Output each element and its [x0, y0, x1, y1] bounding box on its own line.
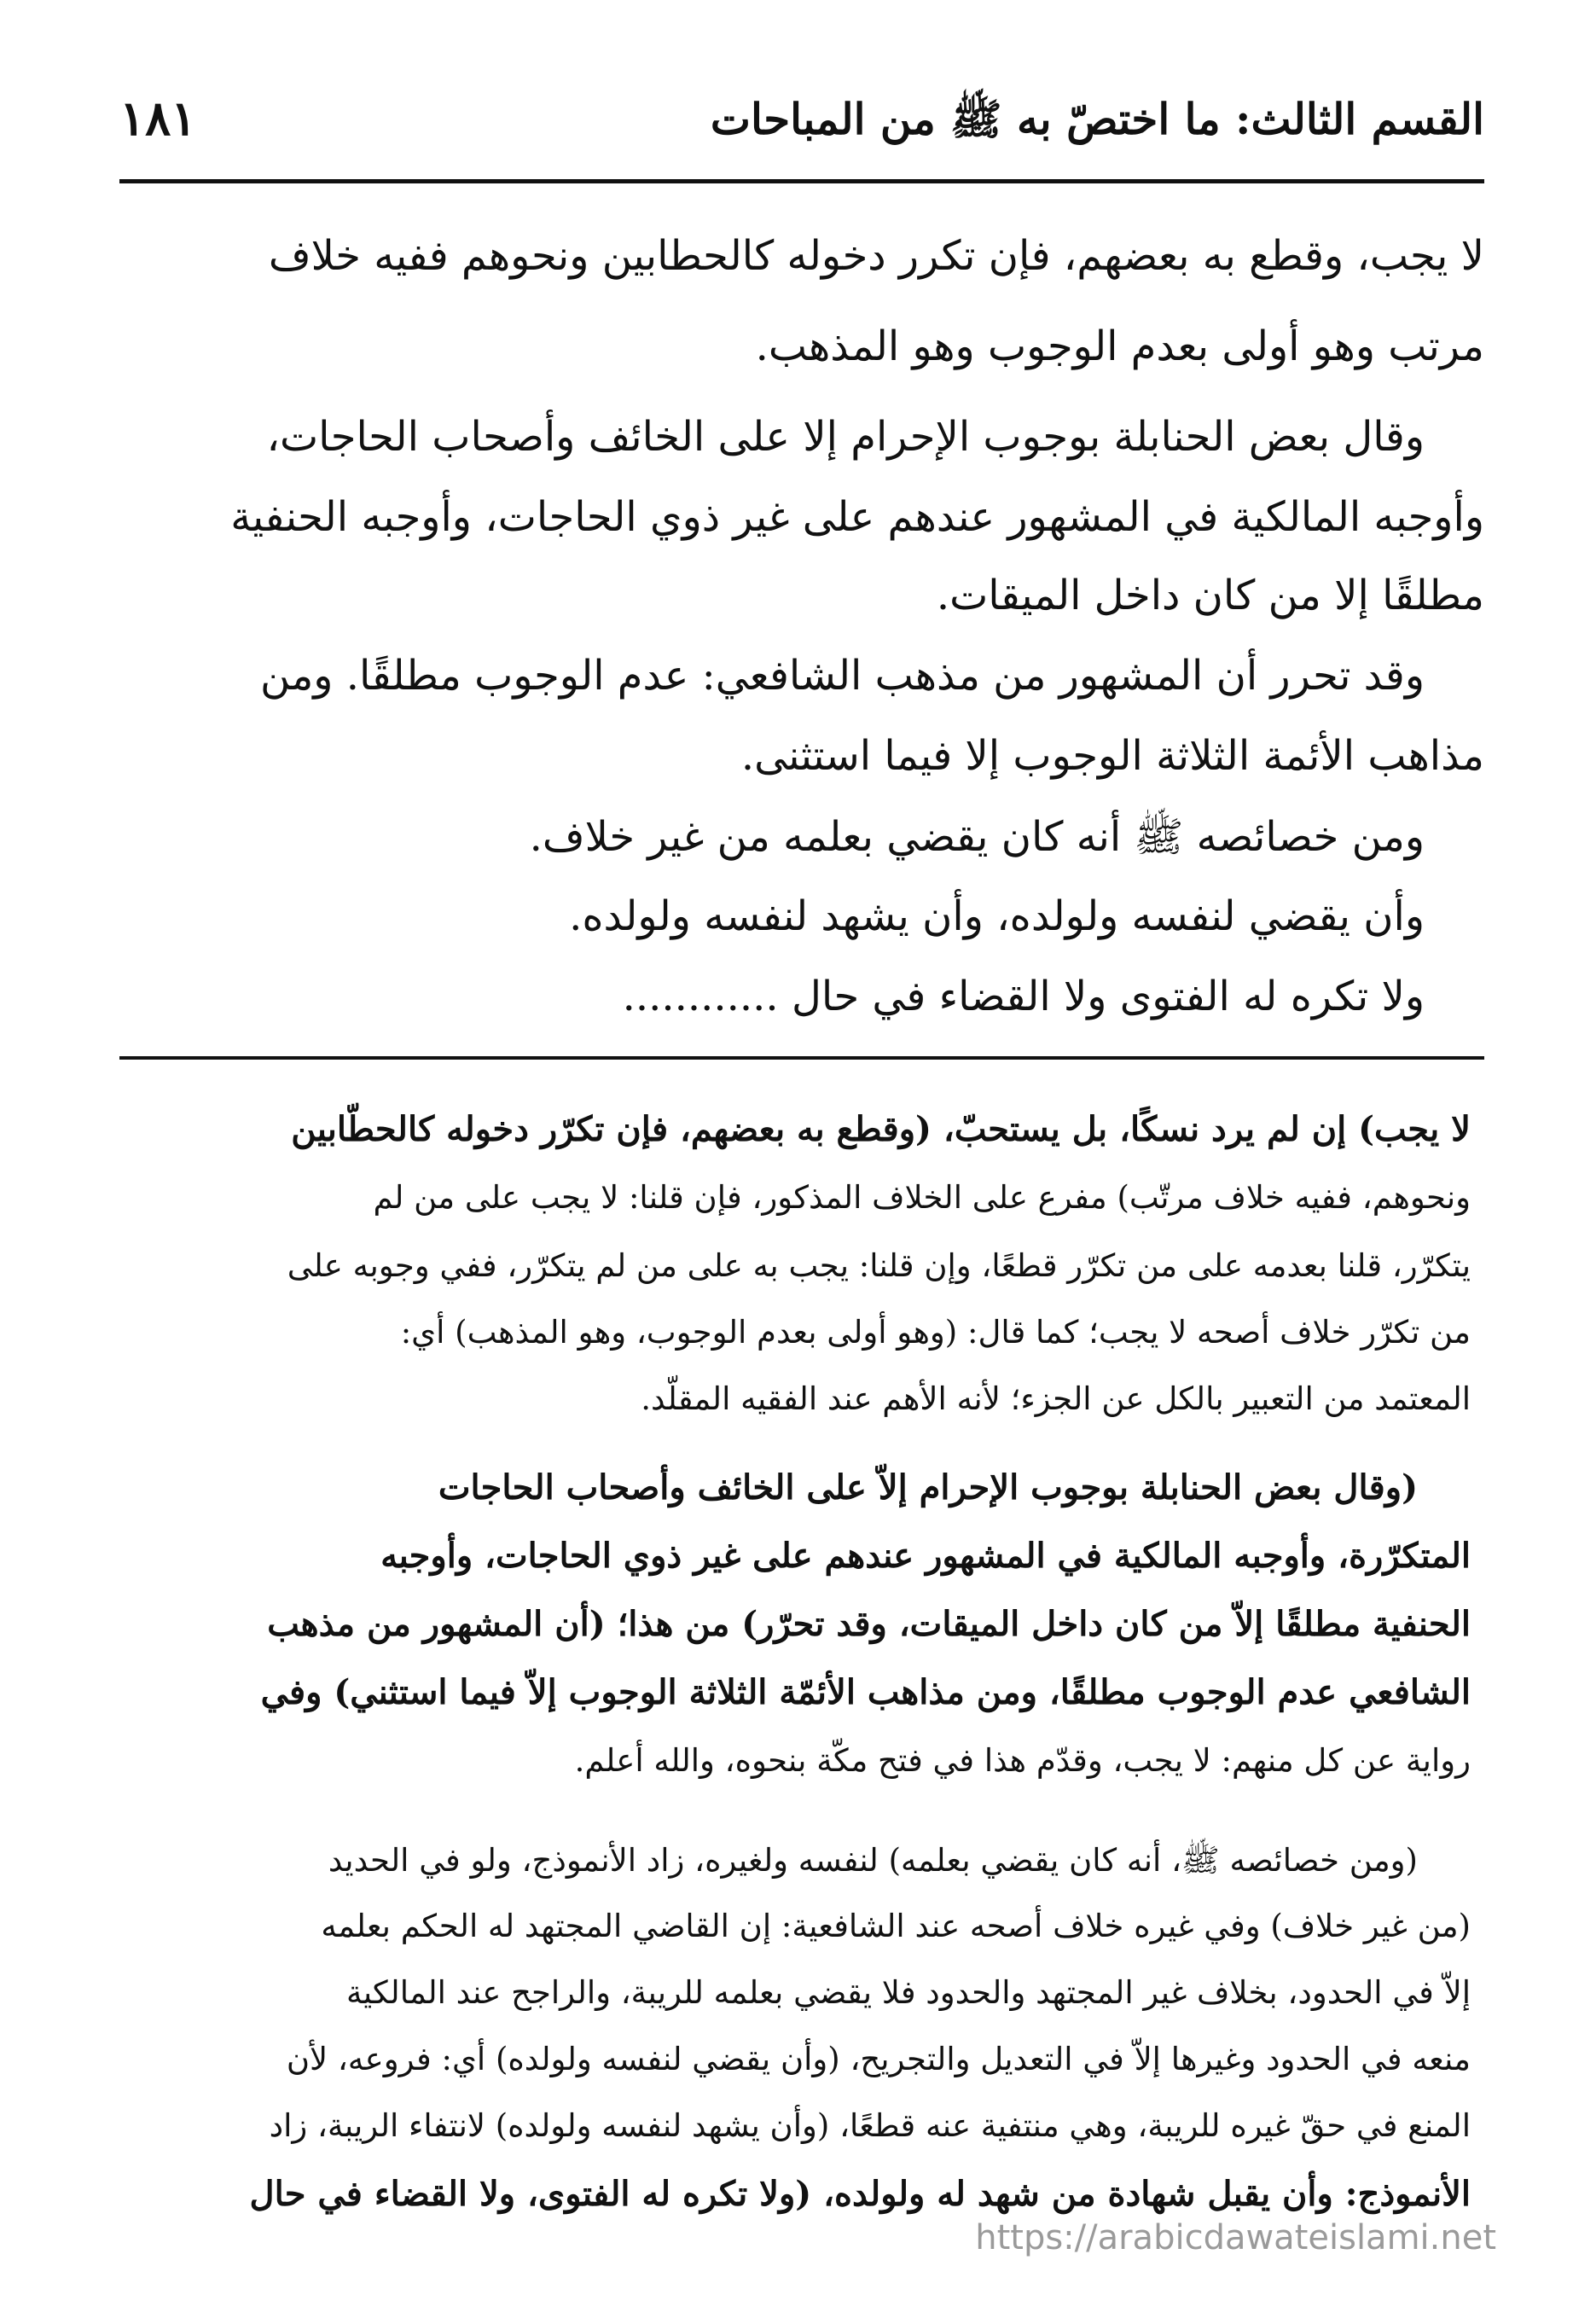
commentary-line: رواية عن كل منهم: لا يجب، وقدّم هذا في فتح مكّة بنحوه، والله أعلم.	[574, 1742, 1471, 1779]
commentary-line: الحنفية مطلقًا إلاّ من كان داخل الميقات، وقد تحرّر) من هذا؛ (أن المشهور من مذهب	[267, 1604, 1471, 1644]
commentary-line: (وقال بعض الحنابلة بوجوب الإحرام إلاّ على الخائف وأصحاب الحاجات	[438, 1467, 1418, 1508]
commentary-line: المعتمد من التعبير بالكل عن الجزء؛ لأنه الأهم عند الفقيه المقلّد.	[641, 1380, 1471, 1417]
commentary-line: (من غير خلاف) وفي غيره خلاف أصحه عند الشافعية: إن القاضي المجتهد له الحكم بعلمه	[321, 1908, 1471, 1944]
commentary-line: الشافعي عدم الوجوب مطلقًا، ومن مذاهب الأئمّة الثلاثة الوجوب إلاّ فيما استثني) وفي	[260, 1672, 1471, 1712]
commentary-line: يتكرّر، قلنا بعدمه على من تكرّر قطعًا، وإن قلنا: يجب به على من لم يتكرّر، ففي وجوبه على	[287, 1247, 1471, 1284]
main-line: مذاهب الأئمة الثلاثة الوجوب إلا فيما استثنى.	[740, 732, 1484, 780]
page-header	[119, 90, 1484, 162]
main-line: وأوجبه المالكية في المشهور عندهم على غير ذوي الحاجات، وأوجبه الحنفية	[230, 493, 1484, 541]
commentary-line: ونحوهم، ففيه خلاف مرتّب) مفرع على الخلاف المذكور، فإن قلنا: لا يجب على من لم	[373, 1179, 1471, 1216]
running-title: القسم الثالث: ما اختصّ به ﷺ من المباحات	[710, 94, 1484, 144]
commentary-line: الأنموذج: وأن يقبل شهادة من شهد له ولولده، (ولا تكره له الفتوى، ولا القضاء في حال	[249, 2174, 1471, 2214]
commentary-line: إلاّ في الحدود، بخلاف غير المجتهد والحدود فلا يقضي بعلمه للريبة، والراجح عند المالكية	[346, 1974, 1471, 2011]
page-number: ١٨١	[119, 90, 197, 147]
footnote-rule	[119, 1056, 1484, 1060]
main-line: ولا تكره له الفتوى ولا القضاء في حال ............	[622, 973, 1425, 1020]
main-line: وقد تحرر أن المشهور من مذهب الشافعي: عدم الوجوب مطلقًا. ومن	[260, 652, 1425, 700]
header-rule	[119, 179, 1484, 183]
commentary-line: المتكرّرة، وأوجبه المالكية في المشهور عندهم على غير ذوي الحاجات، وأوجبه	[380, 1536, 1471, 1576]
commentary-line: من تكرّر خلاف أصحه لا يجب؛ كما قال: (وهو أولى بعدم الوجوب، وهو المذهب) أي:	[400, 1314, 1471, 1351]
main-line: وأن يقضي لنفسه ولولده، وأن يشهد لنفسه ولولده.	[569, 892, 1425, 940]
commentary-line: لا يجب) إن لم يرد نسكًا، بل يستحبّ، (وقطع به بعضهم، فإن تكرّر دخوله كالحطّابين	[291, 1109, 1471, 1149]
main-line: مرتب وهو أولى بعدم الوجوب وهو المذهب.	[755, 322, 1484, 370]
commentary-line: منعه في الحدود وغيرها إلاّ في التعديل والتجريح، (وأن يقضي لنفسه ولولده) أي: فروعه، لأن	[286, 2041, 1471, 2077]
commentary-line: المنع في حقّ غيره للريبة، وهي منتفية عنه قطعًا، (وأن يشهد لنفسه ولولده) لانتفاء الريبة، زاد	[269, 2107, 1471, 2144]
watermark-url: https://arabicdawateislami.net	[975, 2218, 1496, 2257]
commentary-line: (ومن خصائصه ﷺ، أنه كان يقضي بعلمه) لنفسه ولغيره، زاد الأنموذج، ولو في الحديد	[328, 1842, 1418, 1879]
main-line: وقال بعض الحنابلة بوجوب الإحرام إلا على الخائف وأصحاب الحاجات،	[266, 413, 1425, 461]
main-line: لا يجب، وقطع به بعضهم، فإن تكرر دخوله كالحطابين ونحوهم ففيه خلاف	[268, 232, 1484, 280]
main-line: مطلقًا إلا من كان داخل الميقات.	[936, 572, 1484, 619]
main-line: ومن خصائصه ﷺ أنه كان يقضي بعلمه من غير خلاف.	[529, 813, 1425, 861]
